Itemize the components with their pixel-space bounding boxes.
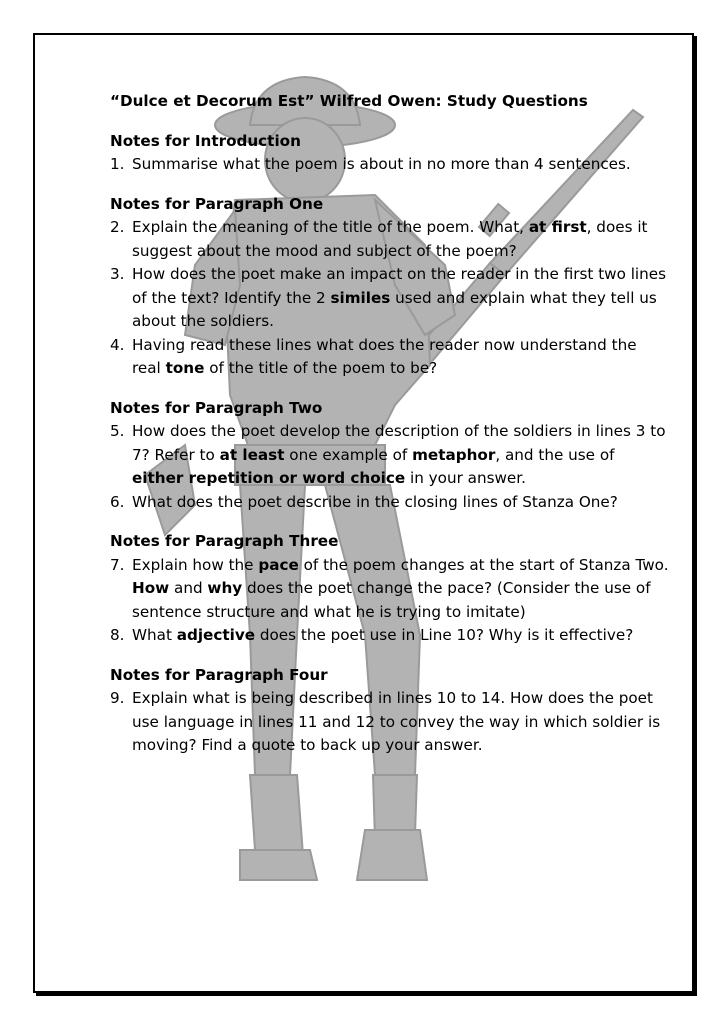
text-run: Explain how the: [132, 555, 259, 574]
text-run: and: [169, 579, 208, 597]
question-item: [110, 263, 670, 334]
text-run: What does the poet describe in the closing lines of Stanza One?: [132, 492, 618, 511]
text-run: of the title of the poem to be?: [204, 359, 438, 377]
question-text: [132, 153, 670, 177]
section-heading: Notes for Paragraph One: [110, 194, 324, 213]
worksheet-page: [33, 33, 694, 993]
emphasis-text: at least: [219, 445, 285, 464]
page-title: “Dulce et Decorum Est” Wilfred Owen: Study Questions: [110, 92, 588, 110]
text-run: , and the use of: [495, 445, 615, 464]
question-number: 8.: [110, 626, 125, 644]
question-text: [132, 420, 670, 491]
text-run: one example of: [284, 445, 413, 464]
section-heading: Notes for Paragraph Three: [110, 532, 339, 550]
question-item: [110, 334, 670, 381]
notes-section: [110, 193, 670, 381]
emphasis-text: tone: [165, 359, 205, 377]
text-run: How does the poet make an impact on the reader in the first two lines of the text? Identify the 2: [132, 265, 667, 307]
text-run: Having read these lines what does the reader now understand the real: [132, 335, 637, 377]
question-text: [132, 624, 670, 648]
question-list: [110, 216, 670, 381]
question-list: [110, 420, 670, 514]
worksheet-content: [110, 90, 670, 774]
text-run: of the poem changes at the start of Stanza Two.: [298, 555, 669, 574]
notes-section: [110, 397, 670, 515]
text-run: does the poet use in Line 10? Why is it effective?: [255, 626, 634, 644]
emphasis-text: adjective: [176, 626, 256, 644]
text-run: How does the poet develop the description of the soldiers in lines 3 to 7? Refer to: [132, 422, 666, 464]
text-run: What: [132, 626, 177, 644]
question-item: [110, 624, 670, 648]
emphasis-text: either repetition or word choice: [132, 469, 406, 487]
question-item: [110, 491, 670, 515]
text-run: used and explain what they tell us about the soldiers.: [132, 288, 657, 330]
emphasis-text: similes: [330, 288, 391, 307]
question-number: 4.: [110, 335, 125, 354]
question-text: [132, 216, 670, 263]
emphasis-text: pace: [258, 555, 299, 574]
question-text: [132, 334, 670, 381]
question-item: [110, 216, 670, 263]
question-list: [110, 687, 670, 758]
question-list: [110, 554, 670, 648]
question-text: [132, 263, 670, 334]
text-run: in your answer.: [405, 469, 526, 487]
question-item: [110, 420, 670, 491]
text-run: Explain the meaning of the title of the poem. What,: [132, 218, 529, 236]
question-number: 5.: [110, 422, 125, 440]
text-run: , does it suggest about the mood and subject of the poem?: [132, 218, 648, 260]
notes-section: [110, 130, 670, 177]
section-heading: Notes for Paragraph Four: [110, 665, 328, 684]
question-number: 3.: [110, 265, 125, 283]
question-list: [110, 153, 670, 177]
question-number: 6.: [110, 492, 125, 511]
text-run: Explain what is being described in lines 10 to 14. How does the poet use language in lines 11 and 12 to convey the way in which soldier is moving? Find a quote to back up your answer.: [132, 689, 661, 754]
section-heading: Notes for Paragraph Two: [110, 398, 323, 417]
notes-section: [110, 530, 670, 648]
text-run: does the poet change the pace? (Consider the use of sentence structure and what he is trying to imitate): [132, 579, 651, 621]
question-text: [132, 554, 670, 625]
question-item: [110, 687, 670, 758]
notes-section: [110, 664, 670, 758]
question-text: [132, 687, 670, 758]
emphasis-text: at first: [528, 218, 587, 236]
question-number: 2.: [110, 218, 125, 236]
question-item: [110, 554, 670, 625]
question-text: [132, 491, 670, 515]
emphasis-text: How: [132, 579, 170, 597]
question-item: [110, 153, 670, 177]
question-number: 9.: [110, 689, 125, 707]
question-number: 1.: [110, 155, 125, 173]
question-number: 7.: [110, 555, 125, 574]
text-run: Summarise what the poem is about in no more than 4 sentences.: [132, 155, 631, 173]
emphasis-text: metaphor: [412, 445, 496, 464]
question-sections: [110, 130, 670, 758]
emphasis-text: why: [207, 579, 243, 597]
section-heading: Notes for Introduction: [110, 131, 301, 150]
